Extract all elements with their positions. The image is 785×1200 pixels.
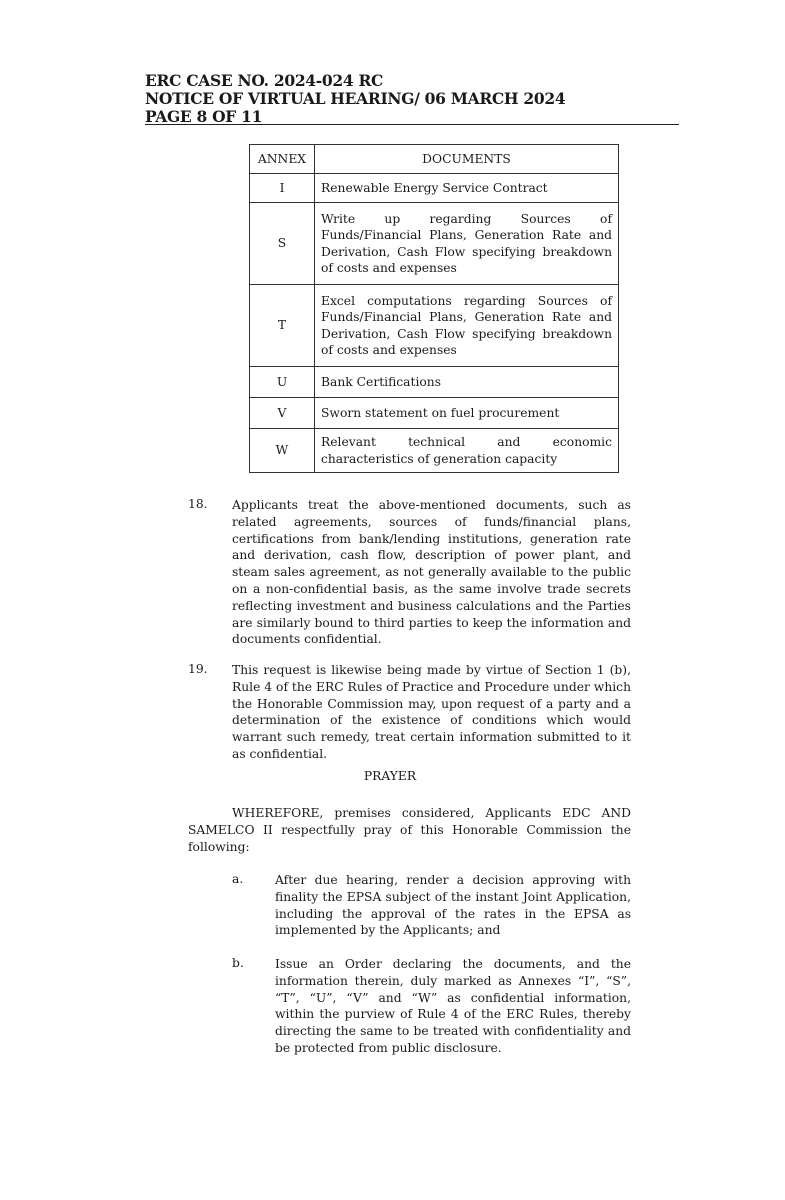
annex-code: S — [250, 203, 315, 285]
annex-document: Write up regarding Sources of Funds/Financial Plans, Generation Rate and Derivation, Cash Flow specifying breakdown of costs and expenses — [315, 203, 619, 285]
case-number: ERC CASE NO. 2024-024 RC — [145, 71, 384, 90]
table-row — [250, 398, 619, 429]
table-row — [250, 285, 619, 367]
paragraph-18: Applicants treat the above-mentioned documents, such as related agreements, sources of funds/financial plans, certifications from bank/lending institutions, generation rate and derivation, cash flow, description of power plant, and steam sales agreement, as not generally available to the public on a non-confidential basis, as the same involve trade secrets reflecting investment and business calculations and the Parties are similarly bound to third parties to keep the information and documents confidential. — [232, 498, 631, 647]
prayer-item-b: Issue an Order declaring the documents, and the information therein, duly marked as Annexes “I”, “S”, “T”, “U”, “V” and “W” as confidential information, within the purview of Rule 4 of the ERC Rules, thereby directing the same to be treated with confidentiality and be protected from public disclosure. — [275, 957, 631, 1055]
annex-table — [249, 144, 619, 473]
annex-document: Excel computations regarding Sources of Funds/Financial Plans, Generation Rate and Derivation, Cash Flow specifying breakdown of costs and expenses — [315, 285, 619, 367]
prayer-heading: PRAYER — [363, 769, 417, 783]
annex-document: Bank Certifications — [315, 367, 619, 398]
table-row — [250, 203, 619, 285]
table-row — [250, 174, 619, 203]
paragraph-19: This request is likewise being made by virtue of Section 1 (b), Rule 4 of the ERC Rules of Practice and Procedure under which the Honorable Commission may, upon request of a party and a determination of the existence of conditions which would warrant such remedy, treat certain information submitted to it as confidential. — [232, 663, 631, 761]
page-number: PAGE 8 OF 11 — [145, 107, 263, 126]
paragraph-number: 19. — [188, 662, 208, 676]
document-header — [145, 72, 679, 126]
paragraph-number: 18. — [188, 497, 208, 511]
notice-title: NOTICE OF VIRTUAL HEARING/ 06 MARCH 2024 — [145, 89, 566, 108]
annex-code: T — [250, 285, 315, 367]
table-row — [250, 367, 619, 398]
header-rule — [145, 124, 679, 125]
table-row — [250, 429, 619, 473]
prayer-item-letter: a. — [232, 872, 244, 886]
annex-code: W — [250, 429, 315, 473]
prayer-item-a: After due hearing, render a decision approving with finality the EPSA subject of the instant Joint Application, including the approval of the rates in the EPSA as implemented by the Applicants; and — [275, 873, 631, 938]
annex-code: U — [250, 367, 315, 398]
annex-code: V — [250, 398, 315, 429]
annex-document: Relevant technical and economic characteristics of generation capacity — [315, 429, 619, 473]
column-header-annex: ANNEX — [250, 145, 315, 174]
annex-document: Sworn statement on fuel procurement — [315, 398, 619, 429]
prayer-item-letter: b. — [232, 956, 244, 970]
column-header-documents: DOCUMENTS — [315, 145, 619, 174]
annex-document: Renewable Energy Service Contract — [315, 174, 619, 203]
annex-code: I — [250, 174, 315, 203]
table-header-row — [250, 145, 619, 174]
prayer-intro: WHEREFORE, premises considered, Applicants EDC AND SAMELCO II respectfully pray of this Honorable Commission the following: — [188, 806, 631, 854]
